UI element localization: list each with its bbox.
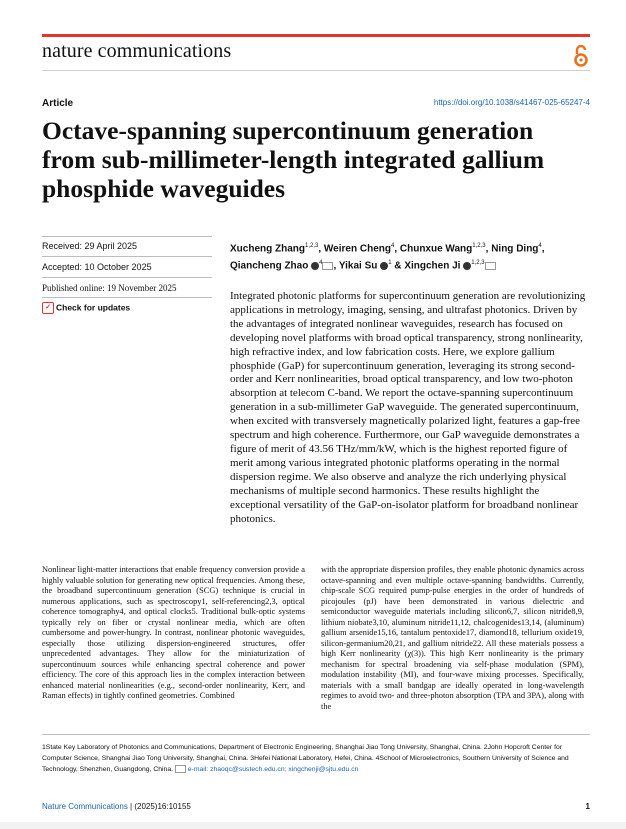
published-date: Published online: 19 November 2025 — [42, 283, 177, 293]
journal-name[interactable]: nature communications — [42, 40, 232, 62]
abstract: Integrated photonic platforms for supercontinuum generation are revolutionizing applications in metrology, imaging, sensing, and ultrafast photonics. Driven by the advantages of integrated nonlinear waveguides, research has focused on developing novel platforms with broad optical transparency, strong nonlinearity, high refractive index, and low fabrication costs. Here, we explore gallium phosphide (GaP) for supercontinuum generation, leveraging its strong second-order and Kerr nonlinearities, broad optical transparency, and low two-photon absorption at telecom C-band. We report the octave-spanning supercontinuum generation in a sub-millimeter GaP waveguide. The generated supercontinuum, when excited with transversely magnetically polarized light, features a gap-free spectrum and high coherence. Furthermore, our GaP waveguide demonstrates a figure of merit of 43.56 THz/mm/kW, which is the highest reported figure of merit among various integrated photonic platforms operating in the normal dispersion regime. We also observe and analyze the rich underlying physical mechanisms of multiple second harmonics. These results highlight the exceptional versatility of the GaP-on-isolator platform for broadband nonlinear photonics. — [230, 290, 586, 525]
author-affiliation: 1,2,3 — [471, 260, 485, 267]
check-updates-icon: ✓ — [42, 302, 54, 314]
orcid-icon[interactable] — [311, 262, 319, 270]
doi-link[interactable]: https://doi.org/10.1038/s41467-025-65247-4 — [433, 98, 590, 107]
orcid-icon[interactable] — [380, 262, 388, 270]
page-number: 1 — [585, 802, 590, 811]
meta-divider — [42, 256, 212, 257]
email-icon[interactable] — [322, 262, 333, 270]
author-list: Xucheng Zhang$^{1,2,3}$, Weiren Cheng$^4$, Chunxue Wang$^{1,2,3}$, Ning Ding$^4$, Qiancheng Zhao $^4$ , Yikai Su $^1$ & Xingchen Ji $^{1,2,3}$ — [230, 243, 545, 272]
author-affiliation: 1,2,3 — [472, 243, 486, 249]
footer-citation: | (2025)16:10155 — [130, 802, 191, 811]
accepted-date: Accepted: 10 October 2025 — [42, 262, 152, 272]
author-affiliation: 4 — [538, 243, 542, 249]
meta-divider — [42, 277, 212, 278]
author-name[interactable]: Yikai Su — [338, 260, 378, 272]
received-date: Received: 29 April 2025 — [42, 241, 138, 251]
author-name[interactable]: Qiancheng Zhao — [230, 260, 309, 272]
email-icon[interactable] — [485, 262, 496, 270]
header-divider — [42, 70, 590, 71]
body-column-left: Nonlinear light-matter interactions that enable frequency conversion provide a highly valuable solution for generating new optical frequencies. Among these, the broadband supercontinuum generation (SCG) technique is crucial in numerous applications, such as spectroscopy1, self-referencing2,3, optical coherence tomography4, and optical clocks5. Traditional bulk-optic systems typically rely on fiber or crystal nonlinear media, which are often cumbersome and power-hungry. In contrast, nonlinear photonic waveguides, especially those utilizing dispersion-engineered structures, offer unprecedented advantages. They allow for the miniaturization of supercontinuum sources while enhancing spectral coherence and power efficiency. The core of this approach lies in the complex interaction between enhanced material nonlinearities (e.g., second-order nonlinearity, Kerr, and Raman effects) in tightly confined geometries. Combined — [42, 565, 305, 700]
author-name[interactable]: Chunxue Wang — [399, 243, 473, 255]
email-addresses[interactable]: e-mail: zhaoqc@sustech.edu.cn; xingchenji@sjtu.edu.cn — [187, 765, 359, 773]
open-access-icon[interactable] — [572, 44, 590, 68]
article-type-label: Article — [42, 98, 74, 109]
author-affiliation: 1,2,3 — [305, 243, 319, 249]
check-updates-label: Check for updates — [56, 302, 131, 313]
email-icon — [175, 765, 186, 773]
header-accent-bar — [42, 34, 590, 37]
author-affiliation: 1 — [388, 260, 392, 267]
footer-journal[interactable]: Nature Communications — [42, 802, 128, 811]
meta-divider — [42, 236, 212, 237]
author-name[interactable]: Weiren Cheng — [323, 243, 391, 255]
page-footer — [42, 802, 191, 811]
author-affiliation: 4 — [390, 243, 395, 249]
author-name[interactable]: Xingchen Ji — [404, 260, 461, 272]
meta-divider — [42, 297, 212, 298]
author-affiliation: 4 — [319, 260, 323, 267]
bottom-strip — [0, 822, 626, 829]
author-name[interactable]: Xucheng Zhang — [230, 243, 305, 255]
check-for-updates-button[interactable] — [42, 302, 130, 314]
footnote-divider — [42, 734, 590, 735]
author-name[interactable]: Ning Ding — [491, 243, 539, 255]
article-title: Octave-spanning supercontinuum generation from sub-millimeter-length integrated gallium phosphide waveguides — [42, 116, 545, 203]
affiliation-text: 1State Key Laboratory of Photonics and Communications, Department of Electronic Engineering, Shanghai Jiao Tong University, Shanghai, China. 2John Hopcroft Center for Computer Science, Shanghai Jiao Tong University, Shanghai, China. 3Hefei National Laboratory, Hefei, China. 4School of Microelectronics, Southern University of Science and Technology, Shenzhen, Guangdong, China. — [42, 744, 569, 773]
body-column-right: with the appropriate dispersion profiles, they enable photonic dynamics across octave-spanning and even multiple octave-spanning bandwidths. Currently, chip-scale SCG required pump-pulse energies in the order of hundreds of picojoules (pJ) have been demonstrated in various dielectric and semiconductor waveguide materials including silicon6,7, silicon nitride8,9, lithium niobate3,10, aluminum nitride11,12, chalcogenides13,14, (aluminum) gallium arsenide15,16, tantalum pentoxide17, diamond18, tellurium oxide19, silicon-germanium20,21, and gallium nitride22. All these materials possess a high Kerr nonlinearity (χ(3)). This high Kerr nonlinearity is the primary mechanism for spectral broadening via self-phase modulation (SPM), modulation instability (MI), and four-wave mixing processes. Specifically, materials with a small bandgap are ideally operated in long-wavelength regimes to avoid two- and three-photon absorption (TPA and 3PA), along with the — [321, 565, 584, 711]
affiliations — [42, 743, 590, 775]
